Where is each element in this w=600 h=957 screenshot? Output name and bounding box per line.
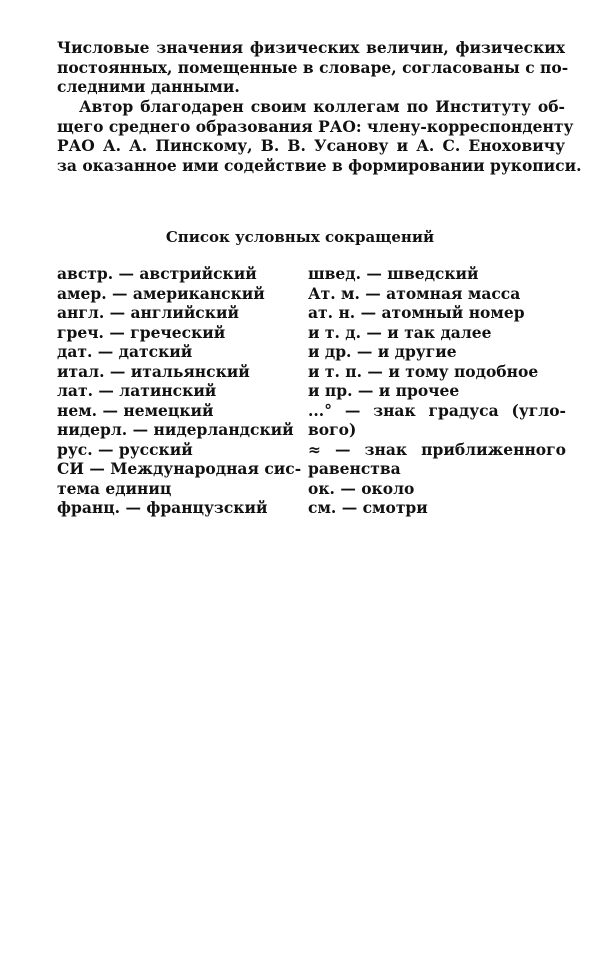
abbreviation-entry: ...° — знак градуса (угло- [308, 400, 566, 420]
abbreviation-entry: вого) [308, 420, 357, 439]
abbreviation-entry: и т. п. — и тому подобное [308, 361, 539, 381]
abbreviation-entry: лат. — латинский [57, 381, 217, 400]
abbreviation-entry: и др. — и другие [308, 342, 457, 361]
abbreviation-entry: Ат. м. — атомная масса [308, 283, 521, 303]
abbreviation-entry: амер. — американский [57, 283, 265, 303]
text-line: щего среднего образования РАО: члену-корреспонденту [57, 116, 574, 136]
abbreviation-entry: и т. д. — и так далее [308, 322, 492, 342]
abbreviation-entry: англ. — английский [57, 303, 239, 322]
text-line: за оказанное ими содействие в формировании рукописи. [57, 155, 582, 175]
abbreviations-right-column [308, 264, 566, 518]
abbreviation-entry: и пр. — и прочее [308, 381, 460, 400]
abbreviation-entry: см. — смотри [308, 498, 428, 517]
acknowledgement-paragraph [57, 97, 582, 175]
abbreviations-heading: Список условных сокращений [165, 228, 435, 246]
text-line: постоянных, помещенные в словаре, согласованы с по- [57, 57, 569, 77]
abbreviation-entry: ≈ — знак приближенного [308, 439, 566, 459]
abbreviation-entry: греч. — греческий [57, 322, 226, 342]
intro-paragraph-1 [57, 38, 569, 97]
abbreviation-entry: нидерл. — нидерландский [57, 420, 294, 439]
abbreviation-entry: ок. — около [308, 478, 415, 498]
abbreviation-entry: тема единиц [57, 478, 172, 498]
text-line: Автор благодарен своим коллегам по Институту об- [79, 97, 565, 116]
text-line: РАО А. А. Пинскому, В. В. Усанову и А. С. Еноховичу [57, 136, 565, 155]
abbreviation-entry: СИ — Международная сис- [57, 459, 302, 478]
abbreviation-entry: австр. — австрийский [57, 264, 257, 283]
text-line: Числовые значения физических величин, физических [57, 38, 565, 57]
abbreviations-left-column [57, 264, 302, 518]
text-line: следними данными. [57, 77, 240, 96]
abbreviation-entry: ат. н. — атомный номер [308, 303, 525, 322]
abbreviation-entry: нем. — немецкий [57, 400, 214, 420]
abbreviation-entry: равенства [308, 459, 401, 478]
abbreviation-entry: итал. — итальянский [57, 361, 250, 381]
abbreviation-entry: дат. — датский [57, 342, 193, 361]
abbreviation-entry: рус. — русский [57, 439, 193, 459]
abbreviation-entry: франц. — французский [57, 498, 268, 517]
abbreviation-entry: швед. — шведский [308, 264, 479, 283]
